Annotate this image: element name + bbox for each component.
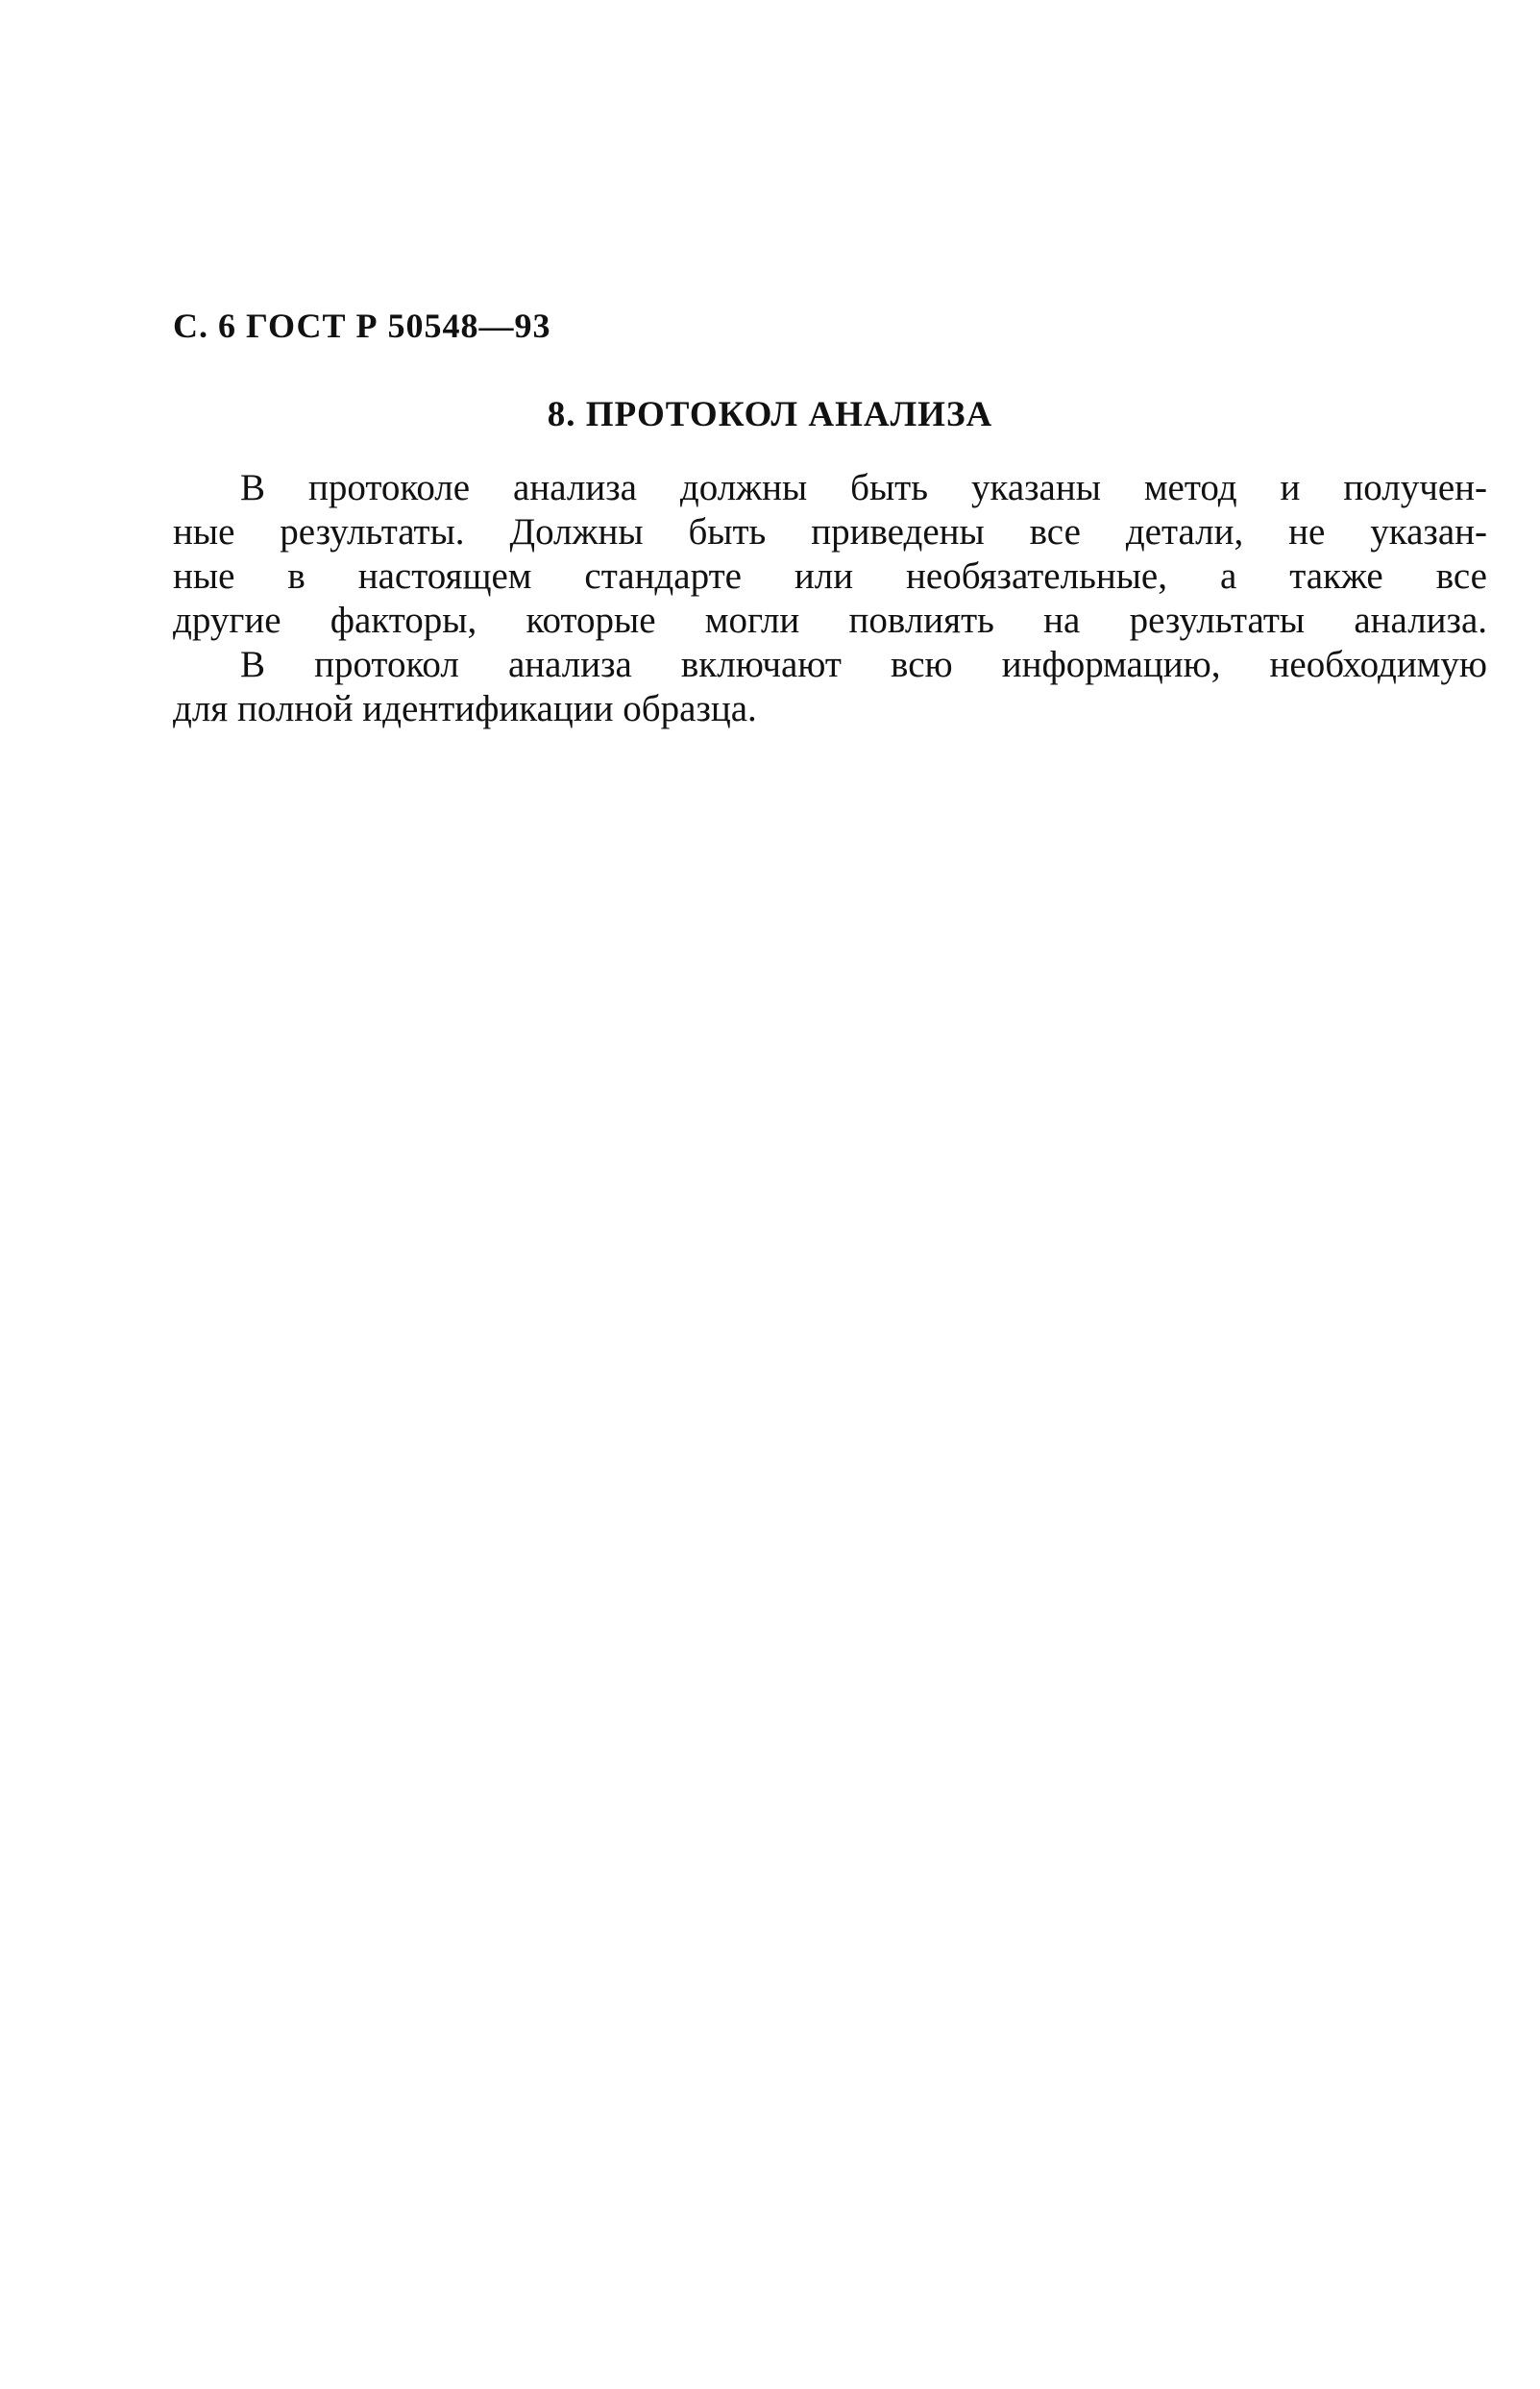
paragraph-line: ные результаты. Должны быть приведены все детали, не указан-	[173, 511, 1487, 553]
paragraph-line: В протоколе анализа должны быть указаны метод и получен-	[240, 467, 1487, 508]
paragraph-line: В протокол анализа включают всю информацию, необходимую	[240, 644, 1487, 685]
section-body	[173, 466, 1487, 731]
section-heading: 8. ПРОТОКОЛ АНАЛИЗА	[547, 395, 993, 434]
paragraph-line: другие факторы, которые могли повлиять на результаты анализа.	[173, 600, 1487, 641]
page-header: С. 6 ГОСТ Р 50548—93	[173, 307, 551, 345]
paragraph-line: ные в настоящем стандарте или необязательные, а также все	[173, 555, 1487, 597]
paragraph-line: для полной идентификации образца.	[173, 688, 757, 729]
